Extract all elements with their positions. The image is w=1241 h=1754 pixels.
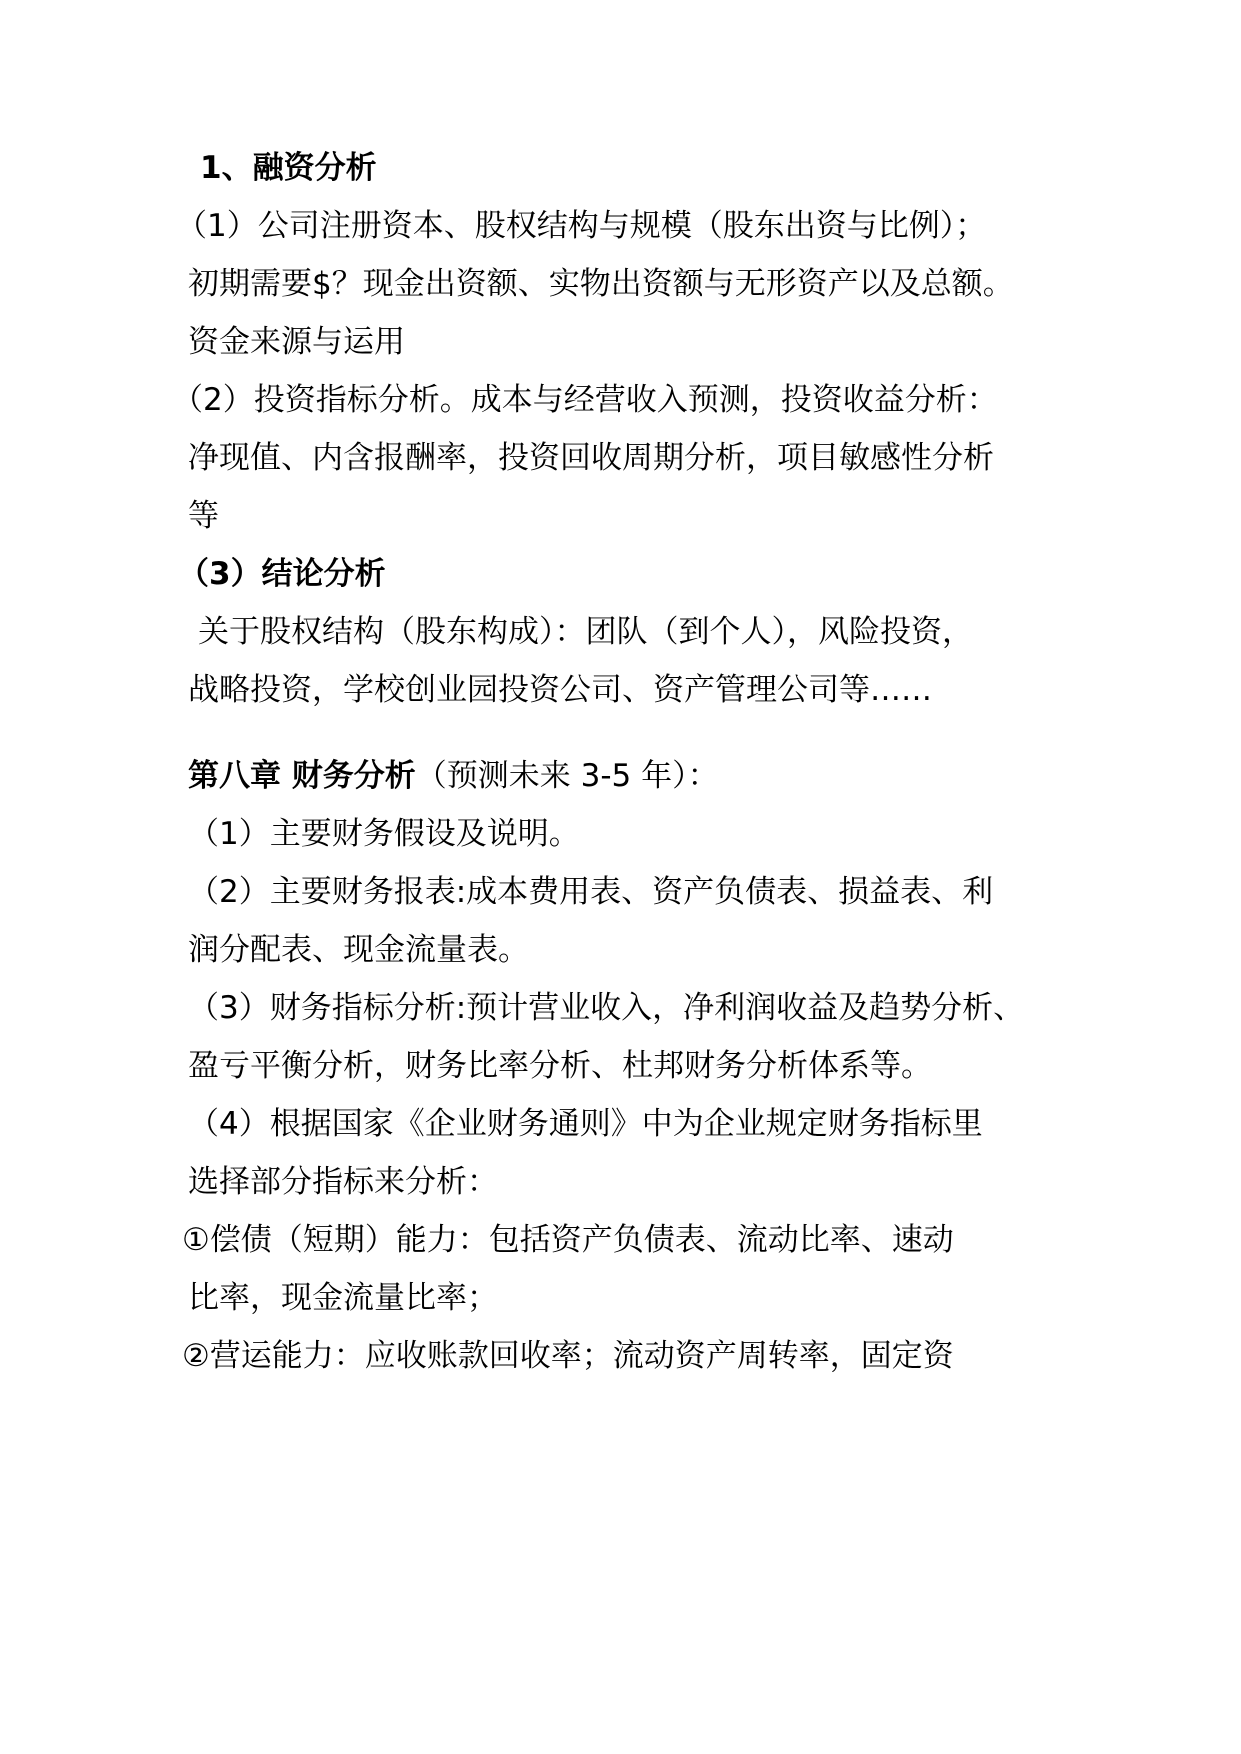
- paragraph-line: 净现值、内含报酬率，投资回收周期分析，项目敏感性分析: [188, 440, 994, 476]
- list-item: 选择部分指标来分析：: [188, 1164, 498, 1200]
- paragraph-line: 等: [188, 498, 219, 534]
- paragraph-line: （1）公司注册资本、股权结构与规模（股东出资与比例）；: [176, 208, 987, 244]
- paragraph-line: 战略投资，学校创业园投资公司、资产管理公司等……: [188, 672, 932, 708]
- chapter-title-main: 第八章 财务分析: [188, 758, 416, 794]
- list-item: （1）主要财务假设及说明。: [188, 816, 580, 852]
- heading-conclusion-analysis: （3）结论分析: [178, 556, 386, 592]
- list-item: 比率，现金流量比率；: [188, 1280, 498, 1316]
- paragraph-line: 关于股权结构（股东构成）：团队（到个人），风险投资，: [198, 614, 973, 650]
- list-item: ①偿债（短期）能力：包括资产负债表、流动比率、速动: [182, 1222, 954, 1258]
- chapter-title: [188, 756, 1068, 796]
- list-item: （3）财务指标分析:预计营业收入，净利润收益及趋势分析、: [188, 990, 1025, 1026]
- list-item: （2）主要财务报表:成本费用表、资产负债表、损益表、利: [188, 874, 994, 910]
- list-item: （4）根据国家《企业财务通则》中为企业规定财务指标里: [188, 1106, 983, 1142]
- heading-financing-analysis: 1、融资分析: [200, 150, 377, 186]
- paragraph-line: （2）投资指标分析。成本与经营收入预测，投资收益分析：: [172, 382, 998, 418]
- list-item: ②营运能力：应收账款回收率；流动资产周转率，固定资: [182, 1338, 954, 1374]
- list-item: 盈亏平衡分析，财务比率分析、杜邦财务分析体系等。: [188, 1048, 932, 1084]
- paragraph-line: 资金来源与运用: [188, 324, 405, 360]
- chapter-title-suffix: （预测未来 3-5 年）：: [415, 758, 719, 794]
- list-item: 润分配表、现金流量表。: [188, 932, 529, 968]
- paragraph-line: 初期需要$？现金出资额、实物出资额与无形资产以及总额。: [188, 266, 1014, 302]
